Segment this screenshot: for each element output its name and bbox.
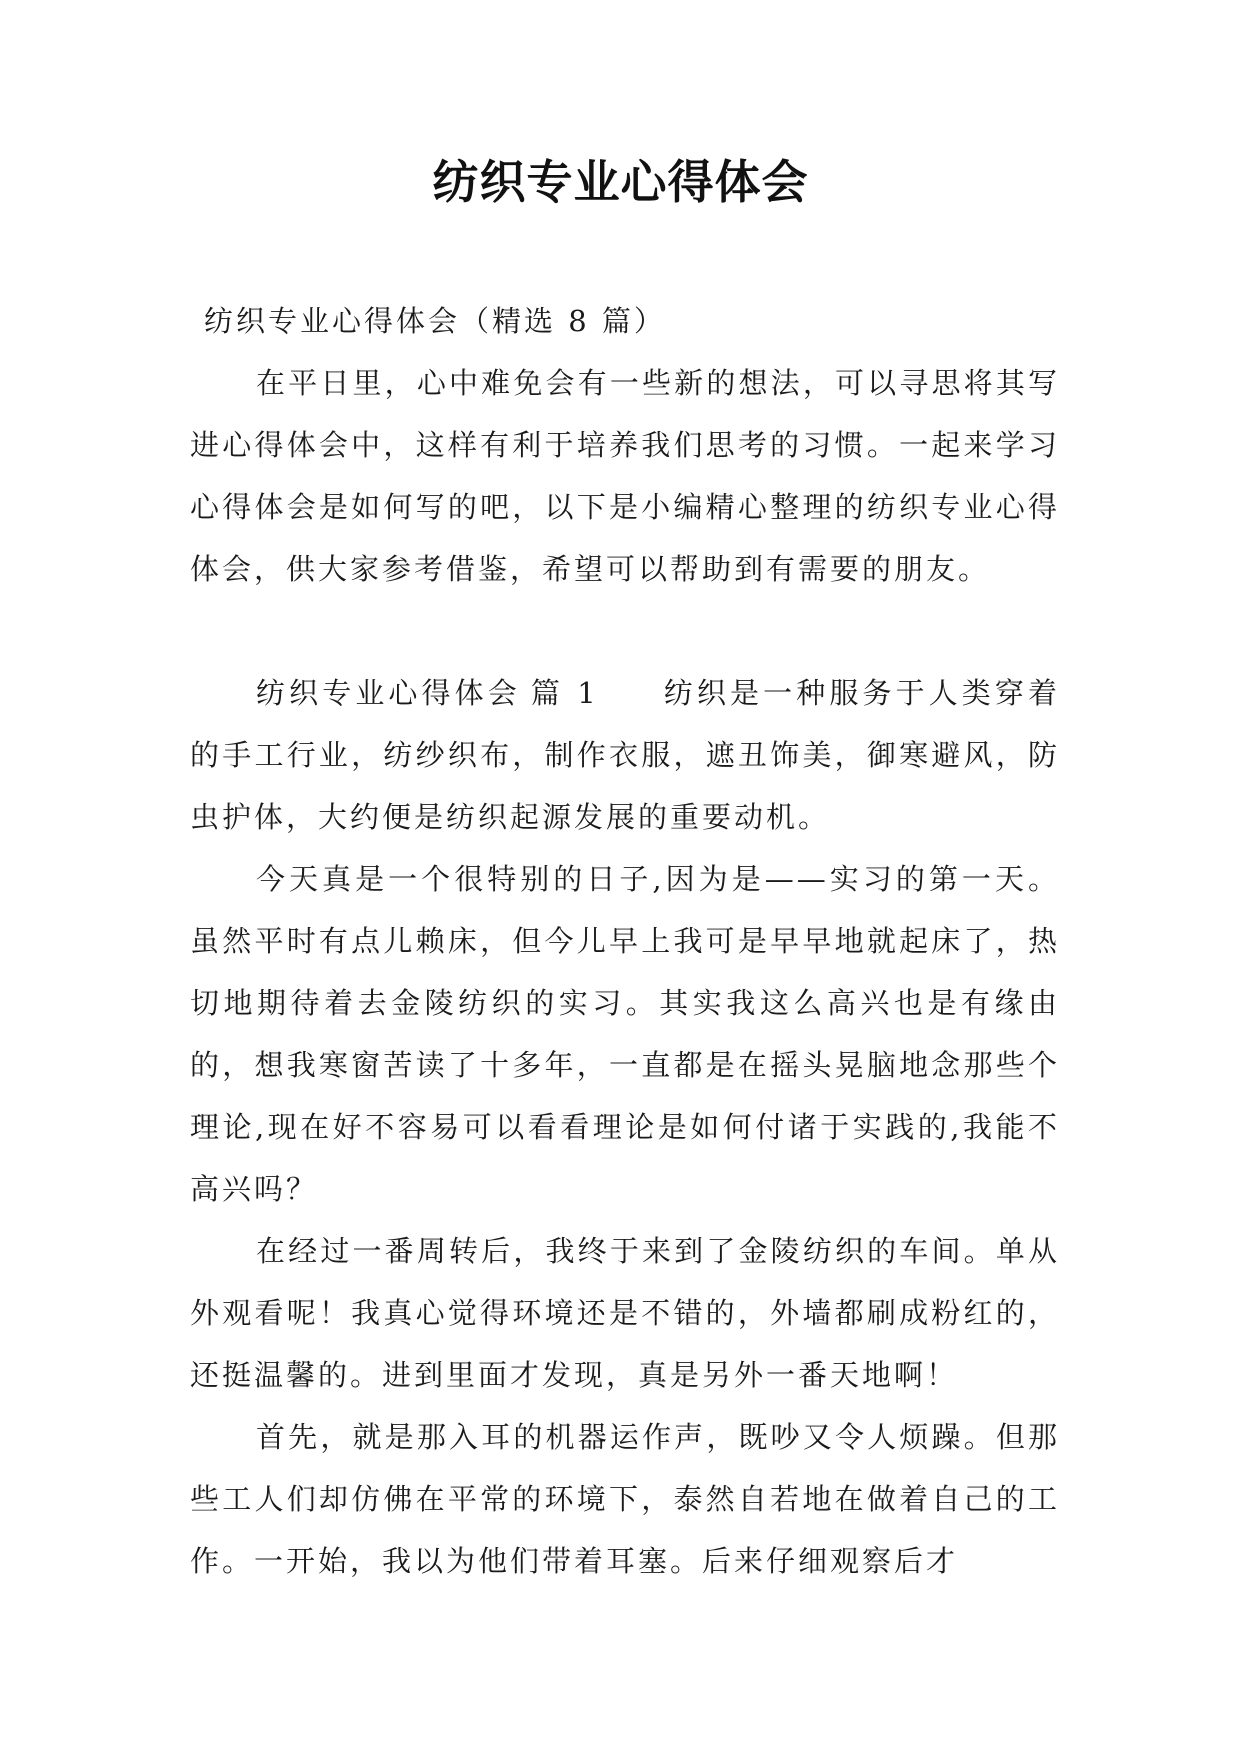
section-1-lead: 纺织是一种服务于人类穿着的手工行业，纺纱织布，制作衣服，遮丑饰美，御寒避风，防虫护体，大约便是纺织起源发展的重要动机。 bbox=[190, 676, 1060, 834]
section-1-label: 纺织专业心得体会 bbox=[256, 676, 521, 710]
document-title: 纺织专业心得体会 bbox=[432, 155, 809, 209]
intro-paragraph: 在平日里，心中难免会有一些新的想法，可以寻思将其写进心得体会中，这样有利于培养我们思考的习惯。一起来学习心得体会是如何写的吧，以下是小编精心整理的纺织专业心得体会，供大家参考借鉴，希望可以帮助到有需要的朋友。 bbox=[190, 366, 1060, 586]
section-1-number: 篇 1 bbox=[530, 676, 599, 710]
body-paragraph-1: 今天真是一个很特别的日子,因为是——实习的第一天。虽然平时有点儿赖床，但今儿早上我可是早早地就起床了，热切地期待着去金陵纺织的实习。其实我这么高兴也是有缘由的，想我寒窗苦读了十多年，一直都是在摇头晃脑地念那些个理论,现在好不容易可以看看理论是如何付诸于实践的,我能不高兴吗？ bbox=[190, 862, 1060, 1206]
body-paragraph-3: 首先，就是那入耳的机器运作声，既吵又令人烦躁。但那些工人们却仿佛在平常的环境下，泰然自若地在做着自己的工作。一开始，我以为他们带着耳塞。后来仔细观察后才 bbox=[190, 1420, 1060, 1578]
paragraph-spacer bbox=[190, 600, 1060, 662]
body-paragraph-2: 在经过一番周转后，我终于来到了金陵纺织的车间。单从外观看呢！我真心觉得环境还是不错的，外墙都刷成粉红的，还挺温馨的。进到里面才发现，真是另外一番天地啊！ bbox=[190, 1234, 1060, 1392]
document-body bbox=[190, 290, 1060, 1592]
document-subtitle: 纺织专业心得体会（精选 8 篇） bbox=[204, 304, 666, 338]
section-1-paragraph bbox=[190, 662, 1060, 848]
